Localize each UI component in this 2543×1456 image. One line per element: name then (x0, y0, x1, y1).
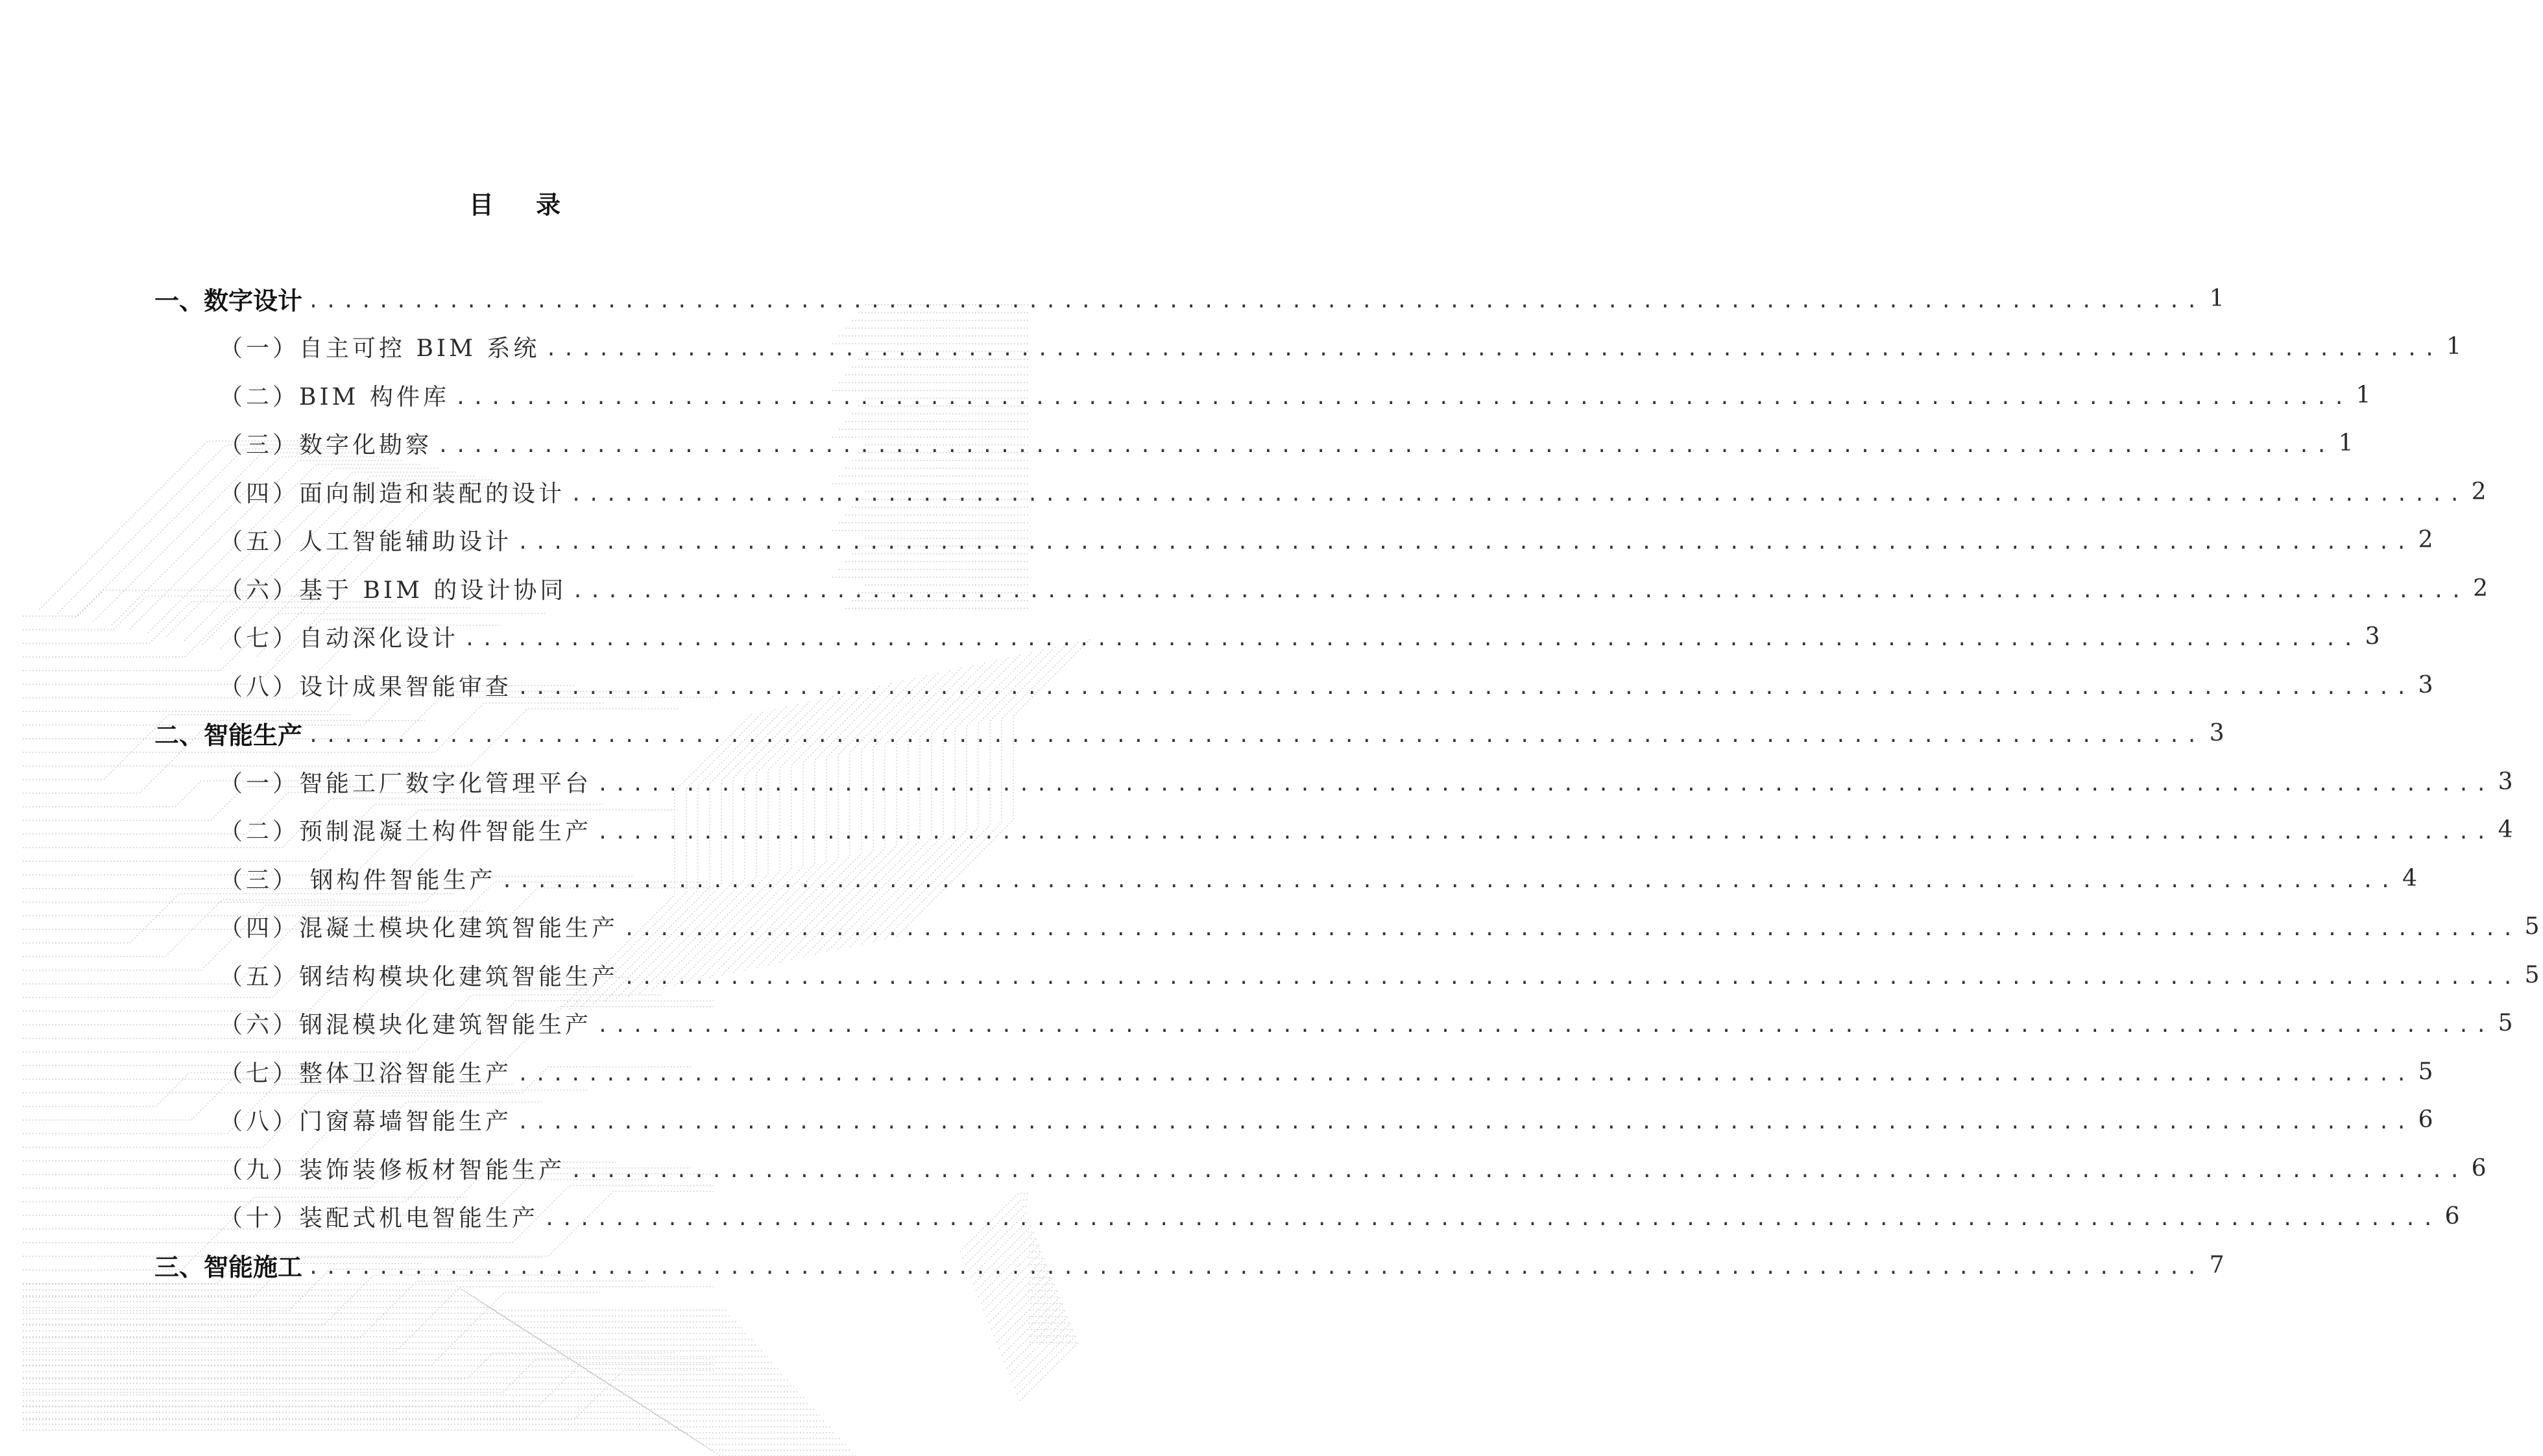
watermark-trace (23, 590, 247, 616)
toc-page-number: 7 (2209, 1251, 2224, 1278)
watermark-trace (23, 1370, 714, 1420)
toc-title: 目 录 (468, 191, 578, 219)
watermark-trace (23, 1319, 758, 1345)
watermark-trace (23, 1290, 732, 1316)
toc-page-number: 1 (2209, 285, 2224, 312)
watermark-trace (23, 1366, 799, 1392)
toc-dot-leader: ............................................................................................................ (307, 724, 2204, 747)
toc-page-number: 1 (2446, 333, 2465, 360)
toc-entry-label: （七）自动深化设计 (219, 625, 459, 652)
toc-dot-leader: ............................................................................................................ (623, 918, 2520, 940)
toc-entry-label: 二、智能生产 (154, 721, 303, 750)
toc-entry-label: （八）门窗幕墙智能生产 (219, 1108, 512, 1135)
toc-entry-label: （三） 钢构件智能生产 (219, 866, 496, 894)
toc-page-number: 2 (2473, 575, 2491, 602)
watermark-trace (999, 1291, 1057, 1349)
toc-page-number: 5 (2418, 1058, 2437, 1085)
watermark-trace (23, 1293, 600, 1365)
toc-dot-leader: ............................................................................................................ (570, 483, 2466, 506)
watermark-trace (23, 1302, 742, 1328)
toc-entry-label: 三、智能施工 (154, 1252, 303, 1282)
watermark-trace (23, 1372, 804, 1398)
toc-entry-label: （三）数字化勘察 (219, 432, 433, 459)
toc-page-number: 3 (2418, 671, 2437, 698)
toc-section-entry[interactable] (219, 907, 2543, 946)
toc-page-number: 4 (2402, 865, 2421, 892)
toc-dot-leader: ............................................................................................................ (307, 1256, 2204, 1279)
toc-dot-leader: ............................................................................................................ (437, 435, 2333, 457)
toc-dot-leader: ............................................................................................................ (544, 1208, 2440, 1230)
toc-dot-leader: ............................................................................................................ (307, 289, 2204, 313)
toc-page-number: 1 (2356, 381, 2374, 409)
toc-page-number: 3 (2209, 720, 2224, 746)
toc-section-entry[interactable] (219, 376, 2374, 414)
toc-chapter-entry[interactable] (154, 279, 2224, 318)
toc-page-number: 3 (2365, 623, 2383, 650)
toc-page-number: 6 (2471, 1154, 2490, 1182)
toc-page-number: 2 (2418, 527, 2437, 553)
toc-entry-label: （二）BIM 构件库 (219, 383, 450, 411)
watermark-trace (1017, 1336, 1076, 1394)
toc-page-number: 3 (2498, 768, 2516, 795)
watermark-trace (23, 1418, 846, 1444)
toc-dot-leader: ............................................................................................................ (454, 386, 2351, 409)
toc-entry-label: （五）人工智能辅助设计 (219, 529, 512, 555)
toc-section-entry[interactable] (219, 665, 2437, 704)
watermark-trace (1020, 1343, 1078, 1401)
watermark-trace (23, 1287, 714, 1352)
watermark-trace (23, 1337, 773, 1363)
toc-page-number: 5 (2524, 961, 2543, 988)
watermark-trace (1009, 1317, 1068, 1375)
toc-dot-leader: ............................................................................................................ (545, 338, 2442, 361)
toc-entry-label: （四）面向制造和装配的设计 (219, 480, 566, 507)
toc-dot-leader: ............................................................................................................ (623, 966, 2520, 989)
toc-entry-label: （六）钢混模块化建筑智能生产 (219, 1012, 592, 1038)
toc-dot-leader: ............................................................................................................ (517, 531, 2413, 554)
toc-section-entry[interactable] (219, 1101, 2437, 1140)
toc-dot-leader: ............................................................................................................ (517, 1062, 2413, 1086)
toc-chapter-entry[interactable] (154, 714, 2224, 753)
toc-page-number: 2 (2471, 478, 2490, 505)
toc-chapter-entry[interactable] (154, 1245, 2224, 1284)
toc-page-number: 4 (2498, 817, 2516, 843)
toc-section-entry[interactable] (219, 811, 2516, 850)
toc-section-entry[interactable] (219, 955, 2543, 994)
watermark-trace (23, 1353, 675, 1379)
watermark-trace (991, 1271, 1050, 1330)
watermark-trace (23, 1343, 778, 1368)
toc-page-number: 6 (2444, 1203, 2463, 1230)
watermark-trace (1004, 1304, 1063, 1362)
watermark-trace (23, 1296, 737, 1322)
watermark-trace (23, 1383, 815, 1409)
toc-entry-label: （一）智能工厂数字化管理平台 (219, 770, 592, 797)
watermark-trace (23, 1331, 768, 1357)
watermark-trace (1015, 1330, 1073, 1388)
toc-section-entry[interactable] (219, 569, 2491, 608)
toc-entry-label: （七）整体卫浴智能生产 (219, 1060, 512, 1087)
watermark-trace (23, 1284, 727, 1310)
toc-dot-leader: ............................................................................................................ (501, 869, 2398, 892)
toc-section-entry[interactable] (219, 1052, 2437, 1091)
toc-entry-label: （十）装配式机电智能生产 (219, 1205, 539, 1232)
toc-section-entry[interactable] (219, 1149, 2490, 1187)
toc-entry-label: （二）预制混凝土构件智能生产 (219, 818, 592, 845)
watermark-trace (23, 1348, 784, 1374)
toc-dot-leader: ............................................................................................................ (517, 1111, 2413, 1134)
watermark-trace (23, 1395, 825, 1421)
toc-entry-label: （四）混凝土模块化建筑智能生产 (219, 915, 619, 942)
toc-entry-label: 一、数字设计 (154, 286, 303, 315)
toc-dot-leader: ............................................................................................................ (570, 1159, 2466, 1182)
watermark-trace (994, 1278, 1052, 1336)
watermark-trace (1012, 1323, 1070, 1381)
watermark-trace (23, 1413, 841, 1438)
toc-entry-label: （九）装饰装修板材智能生产 (219, 1156, 566, 1184)
toc-section-entry[interactable] (219, 859, 2421, 898)
watermark-trace (1007, 1310, 1065, 1368)
watermark-trace (23, 1325, 763, 1351)
toc-dot-leader: ............................................................................................................ (517, 676, 2413, 699)
toc-entry-label: （六）基于 BIM 的设计协同 (219, 577, 567, 604)
toc-page-number: 5 (2524, 913, 2543, 940)
watermark-trace (23, 1365, 714, 1406)
watermark-trace (23, 1401, 830, 1427)
watermark-trace (23, 1430, 856, 1456)
toc-entry-label: （一）自主可控 BIM 系统 (219, 335, 540, 362)
watermark-trace (23, 1378, 810, 1403)
watermark-trace (23, 1307, 747, 1333)
toc-section-entry[interactable] (219, 424, 2357, 463)
toc-dot-leader: ............................................................................................................ (597, 1014, 2493, 1037)
toc-section-entry[interactable] (219, 1197, 2463, 1236)
toc-section-entry[interactable] (219, 617, 2383, 656)
watermark-trace (1002, 1297, 1060, 1355)
watermark-trace (23, 1281, 645, 1338)
toc-section-entry[interactable] (219, 521, 2437, 560)
toc-dot-leader: ............................................................................................................ (464, 628, 2360, 650)
toc-section-entry[interactable] (219, 762, 2516, 801)
toc-dot-leader: ............................................................................................................ (572, 579, 2468, 603)
toc-section-entry[interactable] (219, 1004, 2516, 1043)
toc-section-entry[interactable] (219, 328, 2465, 366)
watermark-trace (996, 1284, 1055, 1343)
watermark-trace (23, 1389, 820, 1415)
toc-page-number: 5 (2498, 1010, 2516, 1036)
toc-section-entry[interactable] (219, 472, 2490, 511)
toc-entry-label: （八）设计成果智能审查 (219, 673, 512, 700)
watermark-trace (23, 1354, 789, 1380)
toc-dot-leader: ............................................................................................................ (597, 821, 2493, 844)
toc-dot-leader: ............................................................................................................ (597, 772, 2493, 796)
toc-page-number: 1 (2338, 430, 2357, 457)
toc-page-number: 6 (2418, 1106, 2437, 1133)
toc-entry-label: （五）钢结构模块化建筑智能生产 (219, 963, 619, 990)
watermark-trace (23, 1407, 836, 1433)
watermark-trace (23, 1359, 714, 1392)
watermark-trace (23, 1313, 753, 1339)
watermark-trace (23, 1360, 794, 1386)
watermark-trace (23, 1424, 851, 1450)
